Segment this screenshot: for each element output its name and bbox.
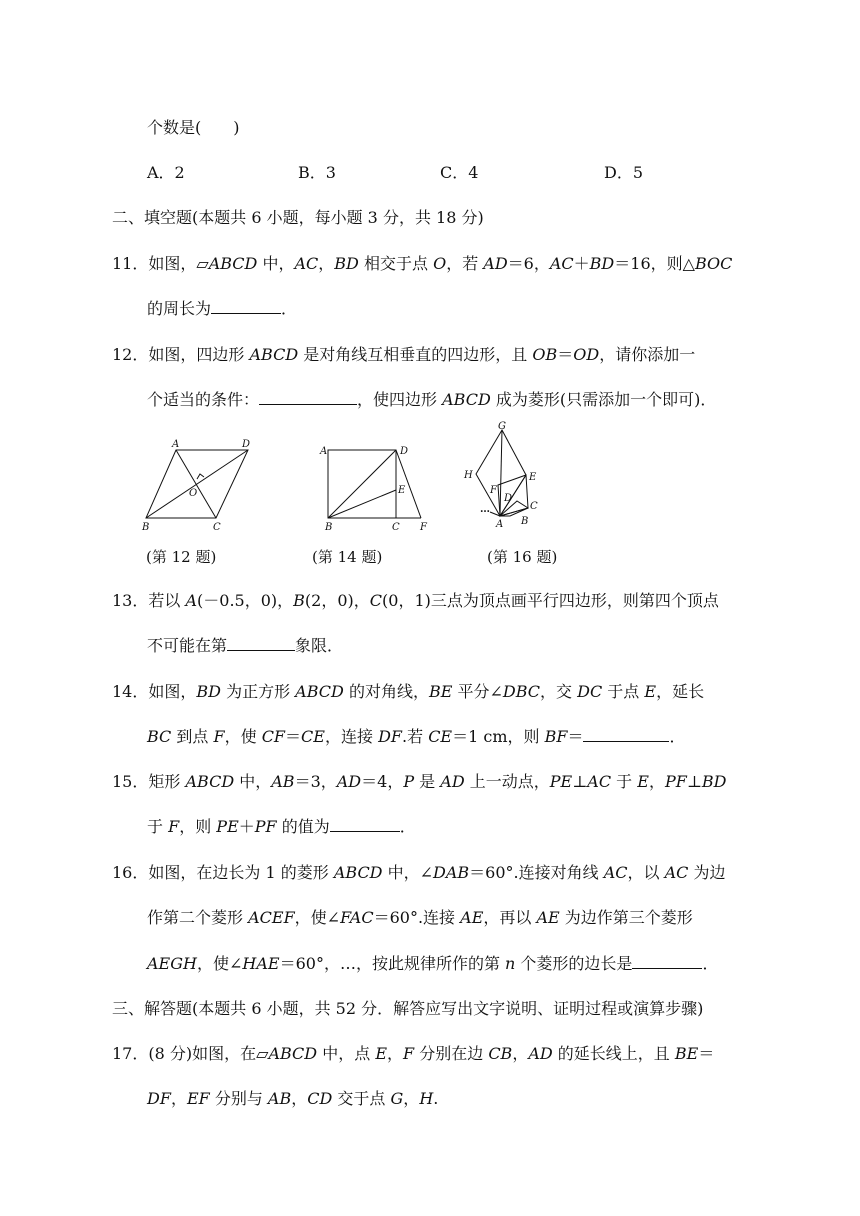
fig12-label-o: O xyxy=(189,488,198,499)
fig16-label-d: D xyxy=(504,493,513,504)
q15-line2: 于 F，则 PE＋PF 的值为 ． xyxy=(147,817,416,836)
q13-line1: 13．若以 A(－0.5，0)，B(2，0)，C(0，1)三点为顶点画平行四边形，则第四个顶点 xyxy=(112,591,719,610)
option-b: B．3 xyxy=(298,163,336,182)
q14-answer-blank[interactable] xyxy=(583,727,669,742)
q11-line2: 的周长为 ． xyxy=(147,299,298,318)
q12-answer-blank[interactable] xyxy=(259,390,357,405)
fig16-label-g: G xyxy=(498,421,506,432)
fig12-label-b: B xyxy=(142,522,150,533)
fig16-label-b: B xyxy=(521,516,529,527)
q13-line2: 不可能在第 象限． xyxy=(147,636,344,655)
q16-line3: AEGH，使∠HAE＝60°，…，按此规律所作的第 n 个菱形的边长是 ． xyxy=(147,954,719,973)
q14-line1: 14．如图，BD 为正方形 ABCD 的对角线，BE 平分∠DBC，交 DC 于点 E，延长 xyxy=(112,682,705,701)
fig14-label-d: D xyxy=(400,446,409,457)
fig16-label-a: A xyxy=(496,519,504,530)
section-2-heading: 二、填空题(本题共 6 小题，每小题 3 分，共 18 分) xyxy=(112,208,484,227)
fig14-label-f: F xyxy=(420,522,427,533)
fig16-label-e: E xyxy=(529,472,537,483)
q16-line1: 16．如图，在边长为 1 的菱形 ABCD 中，∠DAB＝60°.连接对角线 AC，以 AC 为边 xyxy=(112,863,726,882)
fig16-label-c: C xyxy=(530,501,538,512)
caption-fig14: (第 14 题) xyxy=(312,548,383,566)
fig14-label-b: B xyxy=(325,522,333,533)
fig16-ellipsis: … xyxy=(480,504,490,515)
fig12-label-c: C xyxy=(213,522,221,533)
fig12-label-a: A xyxy=(172,439,180,450)
fig14-label-c: C xyxy=(392,522,400,533)
q12-line1: 12．如图，四边形 ABCD 是对角线互相垂直的四边形，且 OB＝OD，请你添加一 xyxy=(112,345,696,364)
q10-tail: 个数是( ) xyxy=(147,118,240,137)
q11-answer-blank[interactable] xyxy=(211,299,281,314)
q11-line1: 11．如图，▱ABCD 中，AC，BD 相交于点 O，若 AD＝6，AC＋BD＝16，则△BOC xyxy=(112,254,733,273)
q15-answer-blank[interactable] xyxy=(330,817,400,832)
caption-fig16: (第 16 题) xyxy=(487,548,558,566)
option-c: C．4 xyxy=(440,163,479,182)
option-d: D．5 xyxy=(604,163,644,182)
figure-16 xyxy=(458,418,558,536)
q15-line1: 15．矩形 ABCD 中，AB＝3，AD＝4，P 是 AD 上一动点，PE⊥AC 于 E，PF⊥BD xyxy=(112,772,727,791)
fig14-label-a: A xyxy=(320,446,328,457)
option-a: A．2 xyxy=(147,163,185,182)
q12-line2: 个适当的条件： ，使四边形 ABCD 成为菱形(只需添加一个即可)． xyxy=(147,390,717,409)
q16-answer-blank[interactable] xyxy=(632,954,702,969)
caption-fig12: (第 12 题) xyxy=(146,548,217,566)
q16-line2: 作第二个菱形 ACEF，使∠FAC＝60°.连接 AE，再以 AE 为边作第三个菱形 xyxy=(147,908,693,927)
figure-14 xyxy=(316,436,436,536)
q17-line1: 17．(8 分)如图，在▱ABCD 中，点 E，F 分别在边 CB，AD 的延长线上，且 BE＝ xyxy=(112,1044,715,1063)
fig16-label-h: H xyxy=(464,470,473,481)
fig14-label-e: E xyxy=(398,485,406,496)
q13-answer-blank[interactable] xyxy=(227,636,295,651)
q17-line2: DF，EF 分别与 AB，CD 交于点 G，H. xyxy=(147,1089,439,1108)
fig12-label-d: D xyxy=(242,439,251,450)
section-3-heading: 三、解答题(本题共 6 小题，共 52 分．解答应写出文字说明、证明过程或演算步骤) xyxy=(112,999,704,1018)
q14-line2: BC 到点 F，使 CF＝CE，连接 DF.若 CE＝1 cm，则 BF＝ ． xyxy=(147,727,686,746)
fig16-label-f: F xyxy=(490,485,497,496)
figure-12 xyxy=(138,436,258,536)
